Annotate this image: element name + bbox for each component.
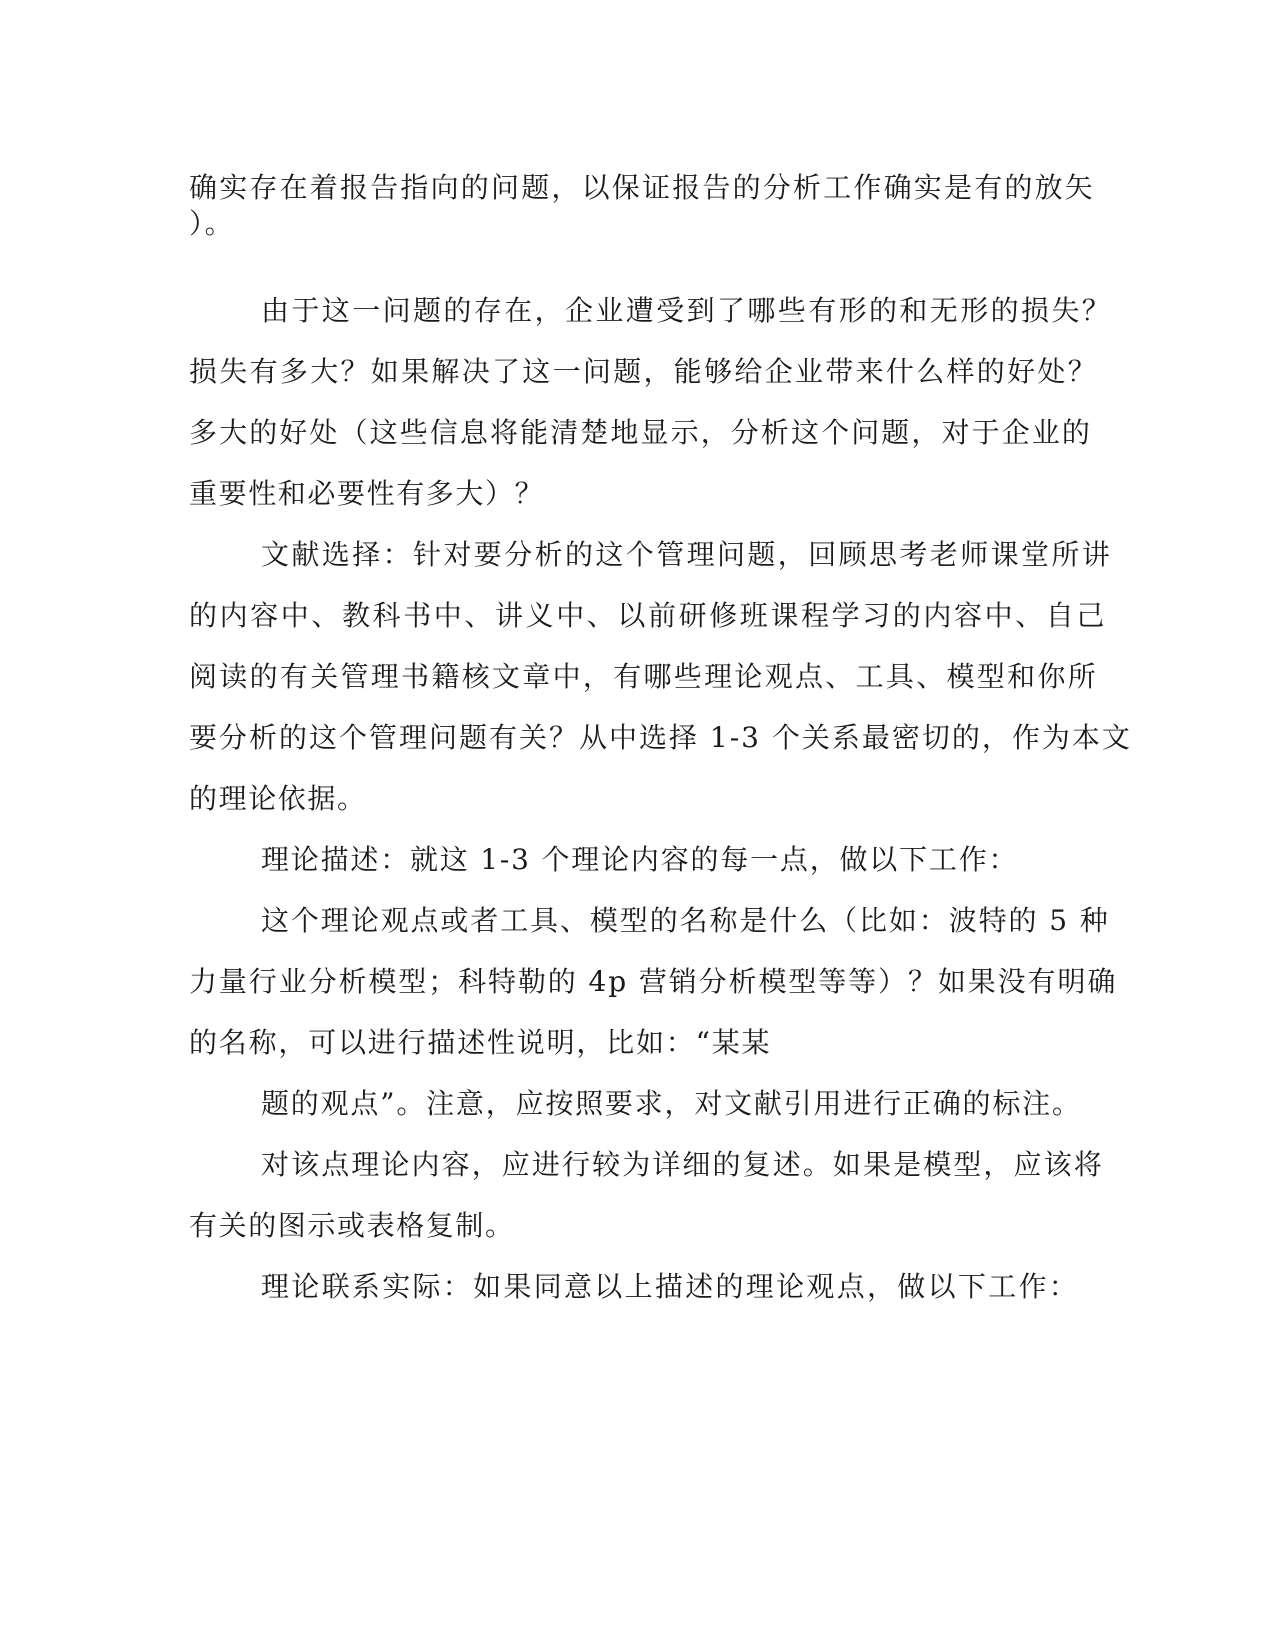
paragraph-line: 对该点理论内容，应进行较为详细的复述。如果是模型，应该将 <box>261 1148 1104 1181</box>
paragraph-line: 有关的图示或表格复制。 <box>189 1209 515 1242</box>
paragraph-line: 的理论依据。 <box>189 782 367 815</box>
paragraph-line: 理论描述：就这 1-3 个理论内容的每一点，做以下工作： <box>261 843 1019 876</box>
paragraph-line: 文献选择：针对要分析的这个管理问题，回顾思考老师课堂所讲 <box>261 538 1113 571</box>
paragraph-line: 由于这一问题的存在，企业遭受到了哪些有形的和无形的损失？ <box>261 294 1113 327</box>
paragraph-line: ）。 <box>189 207 235 240</box>
paragraph-line: 理论联系实际：如果同意以上描述的理论观点，做以下工作： <box>261 1270 1080 1303</box>
paragraph-line: 确实存在着报告指向的问题，以保证报告的分析工作确实是有的放矢 <box>189 171 1096 204</box>
paragraph-line: 要分析的这个管理问题有关？从中选择 1-3 个关系最密切的，作为本文 <box>189 721 1132 754</box>
paragraph-line: 题的观点”。注意，应按照要求，对文献引用进行正确的标注。 <box>261 1087 1082 1120</box>
paragraph-line: 这个理论观点或者工具、模型的名称是什么（比如：波特的 5 种 <box>261 904 1110 937</box>
paragraph-line: 阅读的有关管理书籍核文章中，有哪些理论观点、工具、模型和你所 <box>189 660 1099 693</box>
paragraph-line: 的内容中、教科书中、讲义中、以前研修班课程学习的内容中、自己 <box>189 599 1108 632</box>
paragraph-line: 重要性和必要性有多大）？ <box>189 477 545 510</box>
paragraph-line: 力量行业分析模型；科特勒的 4p 营销分析模型等等）？如果没有明确 <box>189 965 1118 998</box>
paragraph-line: 的名称，可以进行描述性说明，比如：“某某 <box>189 1026 772 1059</box>
paragraph-line: 多大的好处（这些信息将能清楚地显示，分析这个问题，对于企业的 <box>189 416 1093 449</box>
paragraph-line: 损失有多大？如果解决了这一问题，能够给企业带来什么样的好处？ <box>189 355 1099 388</box>
